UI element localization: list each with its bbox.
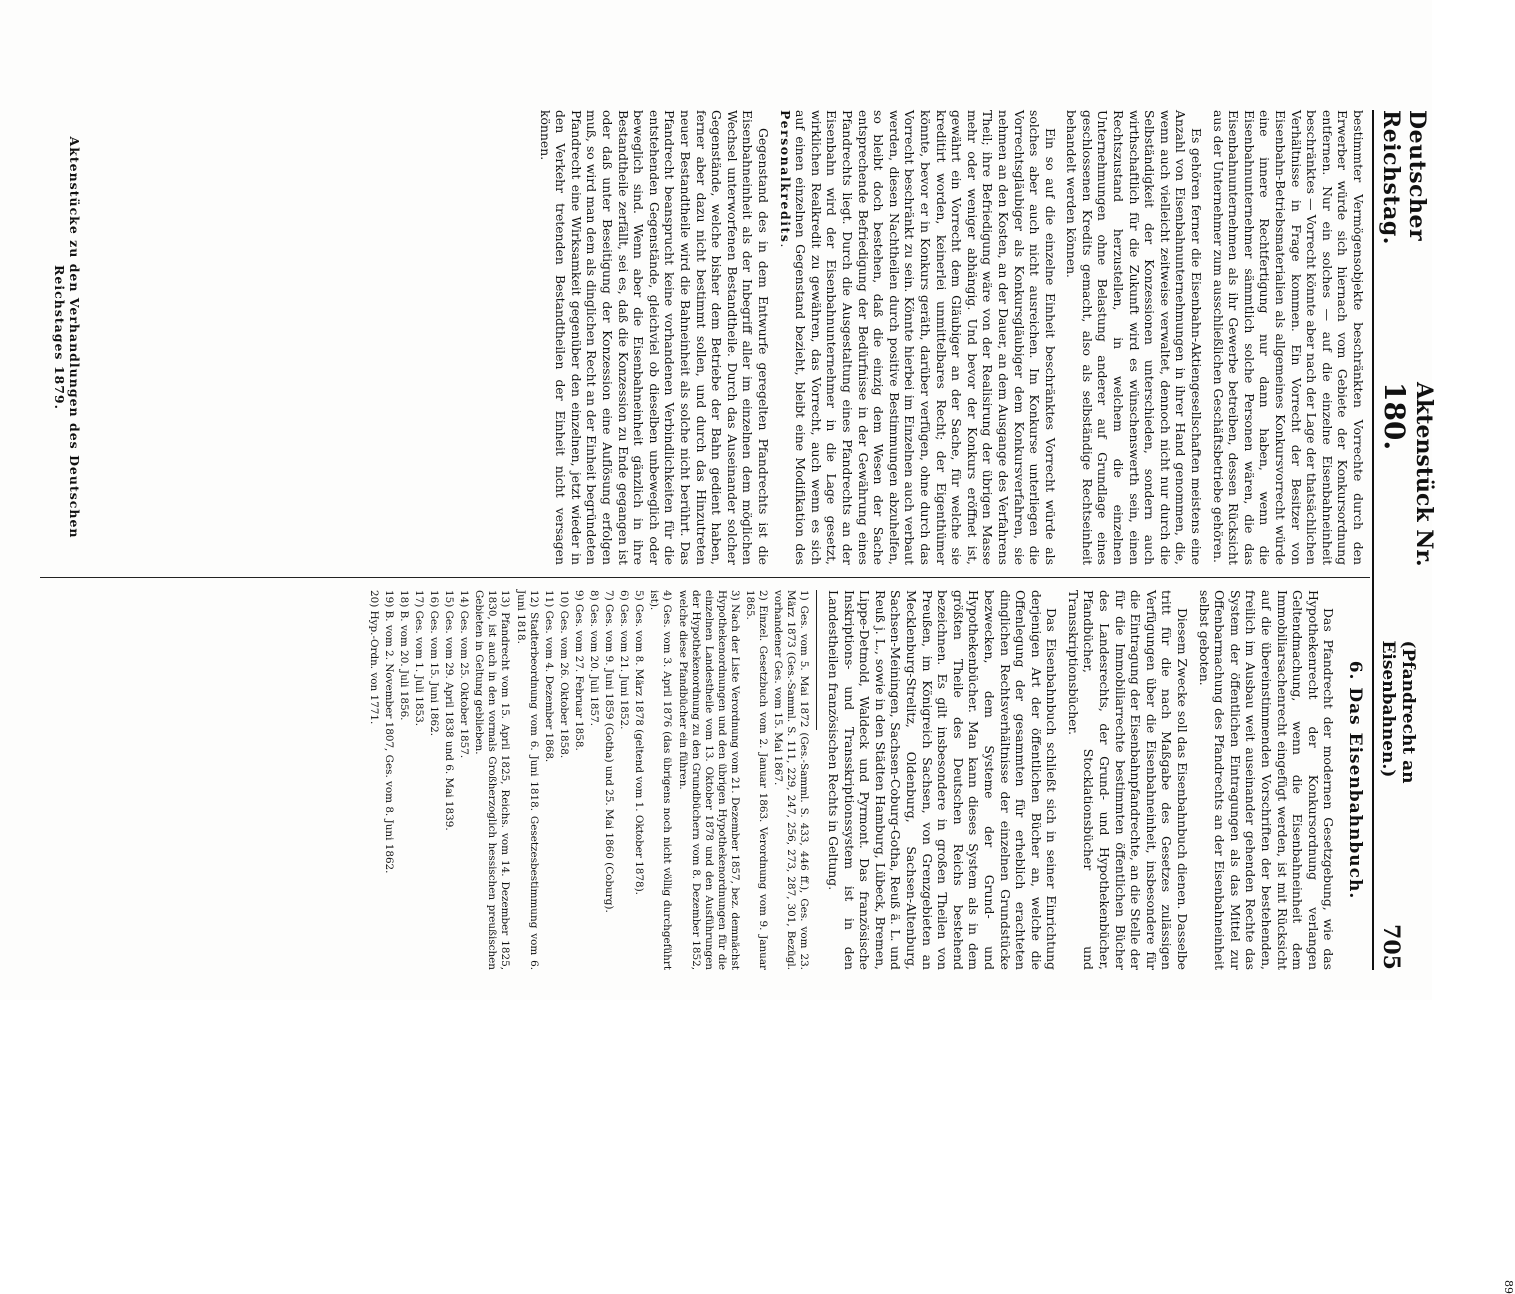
footnote: 6) Ges. vom 21. Juni 1852.: [618, 590, 631, 730]
footnote: 10) Ges. vom 26. Oktober 1858.: [557, 590, 570, 759]
header-subject: (Pfandrecht an Eisenbahnen.): [1378, 640, 1418, 784]
paragraph: Diesem Zwecke soll das Eisenbahnbuch dienen. Dasselbe tritt für die nach Maßgabe des Gesetzes zulässigen Verfügungen über die Eisenbahneinheit, insbesondere für die Eintragung der Eisenbahnpfandrechte, an die Stelle der für die Immobiliarrechte bestimmten öffentlichen Bücher des Landesrechts, der Grund- und Hypothekenbücher, Pfandbücher, Stocklationsbücher und Transskriptionsbücher.: [1065, 590, 1191, 970]
right-column: [365, 590, 1367, 970]
footnote: 13) Pfandrecht vom 15. April 1825, Reichs. vom 14. Dezember 1825, 1830, ist auch in den vormals Großherzoglich hessischen preußischen Gebieten in Geltung geblieben.: [473, 590, 512, 970]
paragraph: Das Eisenbahnbuch schließt sich in seiner Einrichtung derjenigen Art der öffentlichen Bücher an, welche die Offenlegung der gesammten für erheblich erachteten dinglichen Rechtsverhältnisse der einzelnen Grundstücke bezwecken, dem Systeme der Grund- und Hypothekenbücher. Man kann dieses System als in dem größten Theile des Deutschen Reichs bestehend bezeichnen. Es gilt insbesondere in großen Theilen von Preußen, im Königreich Sachsen, von Grenzgebieten an Mecklenburg-Strelitz, Oldenburg, Sachsen-Altenburg, Sachsen-Meiningen, Sachsen-Coburg-Gotha, Reuß ä. L. und Reuß j. L., sowie in den Städten Hamburg, Lübeck, Bremen, Lippe-Detmold, Waldeck und Pyrmont. Das französische Inskriptions- und Transskriptionssystem ist in den Landestheilen französischen Rechts in Geltung.: [826, 590, 1060, 970]
column-divider: [40, 577, 1370, 578]
footnote: 15) Ges. vom 29. April 1838 und 6. Mai 1839.: [443, 590, 456, 831]
section-heading: 6. Das Eisenbahnbuch.: [1345, 660, 1365, 900]
paragraph: Es gehören ferner die Eisenbahn-Aktiengesellschaften meistens eine Anzahl von Eisenbahnunternehmungen in ihrer Hand genommen, die, wenn auch vielleicht zeitweise verwaltet, dennoch nicht nur durch die Selbständigkeit der Konzessionen unterschieden, sondern auch wirthschaftlich für die Zukunft wird es wünschenswerth sein, einen Rechtszustand herzustellen, in welchem die einzelnen Unternehmungen ohne Belastung anderer auf Grundlage eines geschlossenen Kredits gemacht, also als selbständige Rechtseinheit behandelt werden können.: [1064, 110, 1205, 565]
header-rule: [1373, 110, 1374, 970]
footnote: 2) Einzel. Gesetzbuch vom 2. Januar 1863. Verordnung vom 9. Januar 1865.: [744, 590, 770, 970]
footnote: 12) Stadterbeordnung vom 6. Juni 1818. Gesetzesbestimmung vom 6. Juni 1818.: [514, 590, 540, 970]
footnote: 4) Ges. vom 3. April 1876 (das übrigens noch nicht völlig durchgeführt ist).: [648, 590, 674, 970]
footnote: 18) B. vom 20. Juli 1856.: [397, 590, 410, 721]
footnote-rule: [816, 590, 817, 730]
running-head: [1372, 110, 1437, 970]
aktenstueck-label: Aktenstück Nr.: [1411, 381, 1437, 567]
footnote: 7) Ges. vom 9. Juni 1859 (Gotha) und 25. Mai 1860 (Coburg).: [603, 590, 616, 913]
page-footer: Aktenstücke zu den Verhandlungen des Deutschen Reichstages 1879.: [52, 136, 82, 539]
footnote: 5) Ges. vom 8. März 1878 (geltend vom 1. Oktober 1878).: [633, 590, 646, 895]
paragraph: Gegenstand des in dem Entwurfe geregelten Pfandrechts ist die Eisenbahneinheit als der Inbegriff aller im einzelnen dem möglichen Wechsel unterworfenen Bestandtheile. Durch das Auseinander solcher Gegenstände, welche bisher dem Betriebe der Bahn gedient haben, ferner aber dazu nicht bestimmt sollen, und durch das Hinzutreten neuer Bestandtheile wird die Bahneinheit als solche nicht berührt. Das Pfandrecht beansprucht keine vorhandenen Verbindlichkeiten für die entstehenden Gegenstände, gleichviel ob dieselben unbeweglich oder beweglich sind. Wenn aber die Eisenbahneinheit gänzlich in ihre Bestandtheile zerfällt, sei es, daß die Konzession zu Ende gegangen ist oder daß unter Beseitigung der Konzession eine Auflösung erfolgen muß, so wird man dem als dinglichen Recht an der Einheit begründeten Pfandrecht eine Wirksamkeit gegenüber den einzelnen, jetzt wieder in den Verkehr tretenden Bestandtheilen der Einheit nicht versagen können.: [537, 110, 772, 565]
sheet-number: 89: [1502, 1280, 1515, 1294]
paragraph: Ein so auf die einzelne Einheit beschränktes Vorrecht würde als solches aber auch nicht ausreichen. Im Konkurse unterliegen die Vorrechtsgläubiger als Konkursgläubiger dem Konkursverfahren, sie nehmen an den Kosten, an der Dauer, an dem Ausgange des Verfahrens Theil; ihre Befriedigung wäre von der Realisirung der übrigen Masse mehr oder weniger abhängig. Und bevor der Konkurs eröffnet ist, gewährt ein Vorrecht dem Gläubiger an der Sache, für welche sie kreditirt worden, keinerlei unmittelbares Recht; der Eigenthümer könnte, bevor er in Konkurs geräth, darüber verfügen, ohne durch das Vorrecht beschränkt zu sein. Könnte hierbei im Einzelnen auch verbaut werden, diesen Nachtheilen durch positive Bestimmungen abzuhelfen, so bleibt doch bestehen, daß die einzig dem Wesen der Sache entsprechende Befriedigung der Bedürfnisse in der Gewährung eines Pfandrechts liegt. Durch die Ausgestaltung eines Pfandrechts an der Eisenbahn wird der Eisenbahnunternehmer in die Lage gesetzt, wirklichen Realkredit zu gewähren, das Vorrecht, auch wenn es sich auf einen einzelnen Gegenstand bezieht, bleibt eine Modifikation des Personalkredits.: [777, 110, 1058, 565]
footnote: 20) Hyp.-Ordn. von 1771.: [367, 590, 380, 725]
footnote: 1) Ges. vom 5. Mai 1872 (Ges.-Samml. S. 433, 446 ff.), Ges. vom 23. März 1873 (Ges.-Samml. S. 111, 229, 247, 256, 273, 287, 301, Bezügl. vorhandener Ges. vom 15. Mai 1867.: [772, 590, 811, 970]
spaced-emphasis: Personalkredits: [777, 110, 793, 244]
footnote: 11) Ges. vom 4. Dezember 1868.: [542, 590, 555, 763]
footnote: 14) Ges. vom 25. Oktober 1857.: [458, 590, 471, 759]
footnotes: [367, 590, 811, 970]
header-document-number: [1378, 382, 1437, 640]
footnote: 3) Nach der Liste Verordnung vom 21. Dezember 1857, bez. demnächst Hypothekenordnungen und den übrigen Hypothekenordnungen für die einzelnen Landestheile vom 13. Oktober 1878 und den Ausführungen der Hypothekenordnung zu den Grundbüchern vom 8. Dezember 1852, welche diese Pfandbücher ein führen.: [676, 590, 741, 970]
left-column: [531, 110, 1366, 565]
footnote: 19) B. vom 2. November 1807, Ges. vom 8. Juni 1862.: [382, 590, 395, 874]
paragraph: bestimmter Vermögensobjekte beschränkten Vorrechte durch den Erwerber würde sich hiernach vom Gebiete der Konkursordnung entfernen. Nur ein solches — auf die einzelne Eisenbahneinheit beschränktes — Vorrecht könnte aber nach der Lage der thatsächlichen Verhältnisse in Frage kommen. Ein Vorrecht der Besitzer von Eisenbahn-Betriebsmaterialien als allgemeines Konkursvorrecht würde eine innere Rechtfertigung nur dann haben, wenn die Eisenbahnunternehmer sämmtlich solche Personen wären, die das Eisenbahnunternehmen als ihr Gewerbe betreiben, dessen Rücksicht aus der Unternehmer zum ausschließlichen Geschäftsbetriebe gehören.: [1210, 110, 1366, 565]
footnote: 16) Ges. vom 15. Juni 1862.: [427, 590, 440, 736]
footnote: 8) Ges. vom 20. Juli 1857.: [588, 590, 600, 727]
page-number: 705: [1378, 924, 1404, 970]
footnote: 17) Ges. vom 1. Juli 1853.: [412, 590, 425, 727]
aktenstueck-number: 180.: [1378, 381, 1411, 451]
header-title: Deutscher Reichstag.: [1378, 110, 1430, 245]
paragraph: Das Pfandrecht der modernen Gesetzgebung, wie das Hypothekenrecht der Konkursordnung verlangen Geltendmachung, wenn die Eisenbahneinheit dem Immobiliarsachenrecht eingefügt werden, ist mit Rücksicht auf die übereinstimmenden Vorschriften der bestehenden, freilich im Ausbau weit auseinander gehenden Rechte das System der öffentlichen Eintragungen als das Mittel zur Offenbarmachung des Pfandrechts an der Eisenbahneinheit selbst geboten.: [1196, 590, 1337, 970]
footnote: 9) Ges. vom 27. Februar 1858.: [572, 590, 585, 751]
